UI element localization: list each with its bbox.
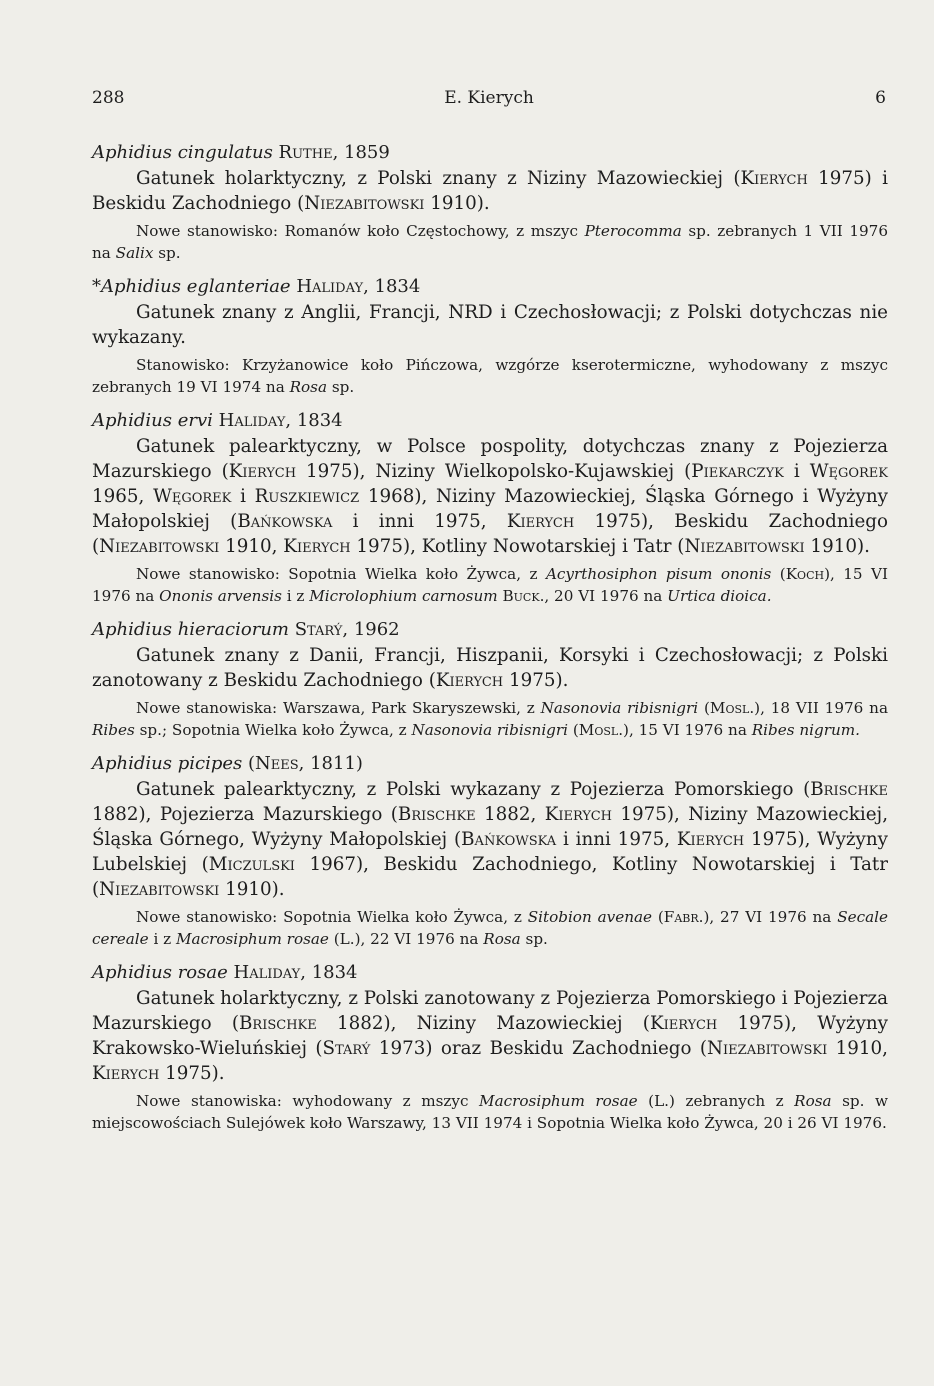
author-citation: Niezabitowski	[684, 536, 805, 557]
author-citation: Fabr.	[663, 908, 704, 926]
taxon-name: Rosa	[483, 930, 521, 948]
taxon-name: Urtica dioica.	[667, 587, 772, 605]
taxon-name: Ribes	[92, 721, 135, 739]
taxon-name: Secale cereale	[92, 908, 888, 948]
species-year: 1834	[311, 962, 358, 983]
text-run: (	[652, 908, 664, 926]
author-citation: Kierych	[92, 1063, 160, 1084]
author-citation: Brischke	[810, 779, 888, 800]
text-run: 1975), Beskidu Zachodniego (	[92, 511, 888, 557]
taxon-name: Acyrthosiphon pisum ononis	[545, 565, 772, 583]
text-run: 1973) oraz Beskidu Zachodniego (	[370, 1038, 708, 1059]
locality-note	[92, 906, 888, 950]
species-author: Ruthe	[278, 142, 333, 163]
species-name: Aphidius eglanteriae	[101, 276, 291, 297]
text-run: i	[231, 486, 255, 507]
text-run: Gatunek holarktyczny, z Polski zanotowany z Pojezierza Pomorskiego i Pojezierza Mazurskiego (	[92, 988, 888, 1034]
taxon-name: Ononis arvensis	[159, 587, 282, 605]
taxon-name: Sitobion avenae	[527, 908, 653, 926]
author-citation: Węgorek	[153, 486, 232, 507]
running-title: E. Kierych	[444, 88, 534, 108]
taxon-name: Ribes nigrum.	[751, 721, 860, 739]
species-name: Aphidius cingulatus	[92, 142, 273, 163]
author-citation: Ruszkiewicz	[254, 486, 360, 507]
text-run: 1910,	[219, 536, 284, 557]
species-heading: Aphidius cingulatus Ruthe, 1859	[92, 142, 390, 163]
species-year: 1859	[344, 142, 390, 163]
taxon-name: Nasonovia ribisnigri	[540, 699, 699, 717]
text-run: 1975), Niziny Wielkopolsko-Kujawskiej (	[296, 461, 692, 482]
distribution-paragraph	[92, 434, 888, 559]
text-run: 1910).	[804, 536, 870, 557]
author-citation: Kierych	[740, 168, 808, 189]
species-entry	[92, 408, 888, 607]
species-author: Haliday	[218, 410, 286, 431]
text-run: ), 15 VI 1976 na	[92, 565, 889, 605]
running-header	[92, 88, 886, 112]
distribution-paragraph	[92, 777, 888, 902]
text-run: 1910).	[219, 879, 285, 900]
distribution-paragraph	[92, 300, 888, 350]
text-run: 1975), Kotliny Nowotarskiej i Tatr (	[350, 536, 685, 557]
text-run: Gatunek znany z Anglii, Francji, NRD i Czechosłowacji; z Polski dotychczas nie wykazany.	[92, 302, 888, 348]
text-run: 1882,	[475, 804, 545, 825]
author-citation: Brischke	[397, 804, 476, 825]
text-run: sp. w miejscowościach Sulejówek koło Warszawy, 13 VII 1974 i Sopotnia Wielka koło Żywca, 20 i 26 VI 1976.	[92, 1092, 888, 1132]
text-run: Stanowisko: Krzyżanowice koło Pińczowa, wzgórze kserotermiczne, wyhodowany z mszyc zebranych 19 VI 1974 na	[92, 356, 888, 396]
author-citation: Starý	[322, 1038, 371, 1059]
author-citation: Niezabitowski	[707, 1038, 828, 1059]
page-number: 288	[92, 88, 125, 108]
species-entry	[92, 751, 888, 950]
text-run: Nowe stanowisko: Sopotnia Wielka koło Żywca, z	[136, 565, 546, 583]
species-list	[92, 140, 888, 1144]
locality-note	[92, 563, 888, 607]
author-citation: Piekarczyk	[691, 461, 784, 482]
species-name: Aphidius picipes	[92, 753, 243, 774]
author-citation: Mosl.	[578, 721, 624, 739]
text-run: Gatunek palearktyczny, w Polsce pospolity, dotychczas znany z Pojezierza Mazurskiego (	[92, 436, 888, 482]
distribution-paragraph	[92, 166, 888, 216]
text-run: Nowe stanowisko: Sopotnia Wielka koło Żywca, z	[136, 908, 528, 926]
species-entry	[92, 960, 888, 1134]
text-run: 1965,	[92, 486, 154, 507]
locality-note	[92, 220, 888, 264]
taxon-name: Rosa	[289, 378, 328, 396]
author-citation: Kierych	[228, 461, 297, 482]
text-run: sp.	[520, 930, 548, 948]
author-citation: Mosl.	[709, 699, 755, 717]
text-run: ), 15 VI 1976 na	[623, 721, 752, 739]
taxon-name: Rosa	[794, 1092, 832, 1110]
text-run: i	[783, 461, 810, 482]
text-run: i z	[281, 587, 310, 605]
species-entry	[92, 274, 888, 398]
species-author: Starý	[294, 619, 343, 640]
locality-note	[92, 697, 888, 741]
species-year: 1834	[374, 276, 421, 297]
distribution-paragraph	[92, 986, 888, 1086]
author-citation: Kierych	[435, 670, 504, 691]
text-run: i inni 1975,	[332, 511, 507, 532]
distribution-paragraph	[92, 643, 888, 693]
species-name: Aphidius rosae	[92, 962, 228, 983]
new-record-marker: *	[92, 276, 101, 297]
author-citation: Koch	[785, 565, 825, 583]
text-run: 1910,	[827, 1038, 888, 1059]
text-run: ), 18 VII 1976 na	[754, 699, 888, 717]
text-run: 1975).	[503, 670, 569, 691]
text-run: 1975), Wyżyny Lubelskiej (	[92, 829, 888, 875]
text-run: 1910).	[424, 193, 490, 214]
species-heading: Aphidius hieraciorum Starý, 1962	[92, 619, 400, 640]
author-citation: Bańkowska	[461, 829, 557, 850]
text-run: (L.) zebranych z	[637, 1092, 795, 1110]
author-citation: Buck.	[502, 587, 545, 605]
author-citation: Kierych	[283, 536, 351, 557]
species-heading	[92, 751, 888, 777]
species-year: 1962	[353, 619, 400, 640]
author-citation: Niezabitowski	[304, 193, 425, 214]
text-run: Nowe stanowisko: Romanów koło Częstochowy, z mszyc	[136, 222, 585, 240]
taxon-name: Macrosiphum rosae	[176, 930, 329, 948]
author-citation: Kierych	[506, 511, 575, 532]
text-run: (	[771, 565, 786, 583]
species-author: Haliday	[296, 276, 364, 297]
text-run: Nowe stanowiska: Warszawa, Park Skaryszewski, z	[136, 699, 541, 717]
taxon-name: Pterocomma	[584, 222, 682, 240]
text-run: (L.), 22 VI 1976 na	[328, 930, 484, 948]
text-run: i z	[148, 930, 176, 948]
locality-note	[92, 1090, 888, 1134]
taxon-name: Nasonovia ribisnigri	[411, 721, 569, 739]
text-run: 1967), Beskidu Zachodniego, Kotliny Nowotarskiej i Tatr (	[92, 854, 888, 900]
text-run: 1975), Wyżyny Krakowsko-Wieluńskiej (	[92, 1013, 888, 1059]
species-heading: Aphidius rosae Haliday, 1834	[92, 962, 358, 983]
text-run: 1882), Niziny Mazowieckiej (	[316, 1013, 650, 1034]
author-citation: Brischke	[238, 1013, 317, 1034]
text-run: , 20 VI 1976 na	[544, 587, 668, 605]
locality-note	[92, 354, 888, 398]
species-author: Haliday	[233, 962, 301, 983]
text-run: ), 27 VI 1976 na	[703, 908, 838, 926]
text-run: sp.; Sopotnia Wielka koło Żywca, z	[134, 721, 412, 739]
species-entry	[92, 140, 888, 264]
species-author: (Nees,	[247, 753, 305, 774]
section-number: 6	[875, 88, 886, 108]
taxon-name: Macrosiphum rosae	[479, 1092, 638, 1110]
text-run: i inni 1975,	[556, 829, 677, 850]
text-run: 1975).	[159, 1063, 225, 1084]
text-run: sp.	[153, 244, 181, 262]
text-run: (	[568, 721, 579, 739]
species-heading: Aphidius ervi Haliday, 1834	[92, 410, 343, 431]
species-name: Aphidius ervi	[92, 410, 213, 431]
author-citation: Niezabitowski	[99, 536, 220, 557]
author-citation: Miczulski	[208, 854, 295, 875]
text-run: 1968), Niziny Mazowieckiej, Śląska Górnego i Wyżyny Małopolskiej (	[92, 486, 888, 532]
author-citation: Kierych	[676, 829, 745, 850]
text-run: 1975) i Beskidu Zachodniego (	[92, 168, 888, 214]
text-run: 1975), Niziny Mazowieckiej, Śląska Górnego, Wyżyny Małopolskiej (	[92, 804, 889, 850]
text-run: sp. zebranych 1 VII 1976 na	[92, 222, 888, 262]
text-run: Gatunek znany z Danii, Francji, Hiszpanii, Korsyki i Czechosłowacji; z Polski zanotowany z Beskidu Zachodniego (	[92, 645, 888, 691]
author-citation: Węgorek	[809, 461, 888, 482]
text-run: Gatunek palearktyczny, z Polski wykazany z Pojezierza Pomorskiego (	[136, 779, 811, 800]
taxon-name: Salix	[115, 244, 154, 262]
text-run: 1882), Pojezierza Mazurskiego (	[92, 804, 398, 825]
author-citation: Bańkowska	[237, 511, 333, 532]
species-year: 1811)	[310, 753, 363, 774]
author-citation: Kierych	[544, 804, 613, 825]
species-name: Aphidius hieraciorum	[92, 619, 289, 640]
text-run: (	[698, 699, 710, 717]
text-run: Nowe stanowiska: wyhodowany z mszyc	[136, 1092, 480, 1110]
taxon-name: Microlophium carnosum	[309, 587, 498, 605]
species-entry	[92, 617, 888, 741]
species-year: 1834	[296, 410, 343, 431]
text-run: Gatunek holarktyczny, z Polski znany z Niziny Mazowieckiej (	[136, 168, 741, 189]
species-heading: *Aphidius eglanteriae Haliday, 1834	[92, 276, 421, 297]
author-citation: Kierych	[649, 1013, 718, 1034]
author-citation: Niezabitowski	[99, 879, 220, 900]
text-run: sp.	[327, 378, 355, 396]
